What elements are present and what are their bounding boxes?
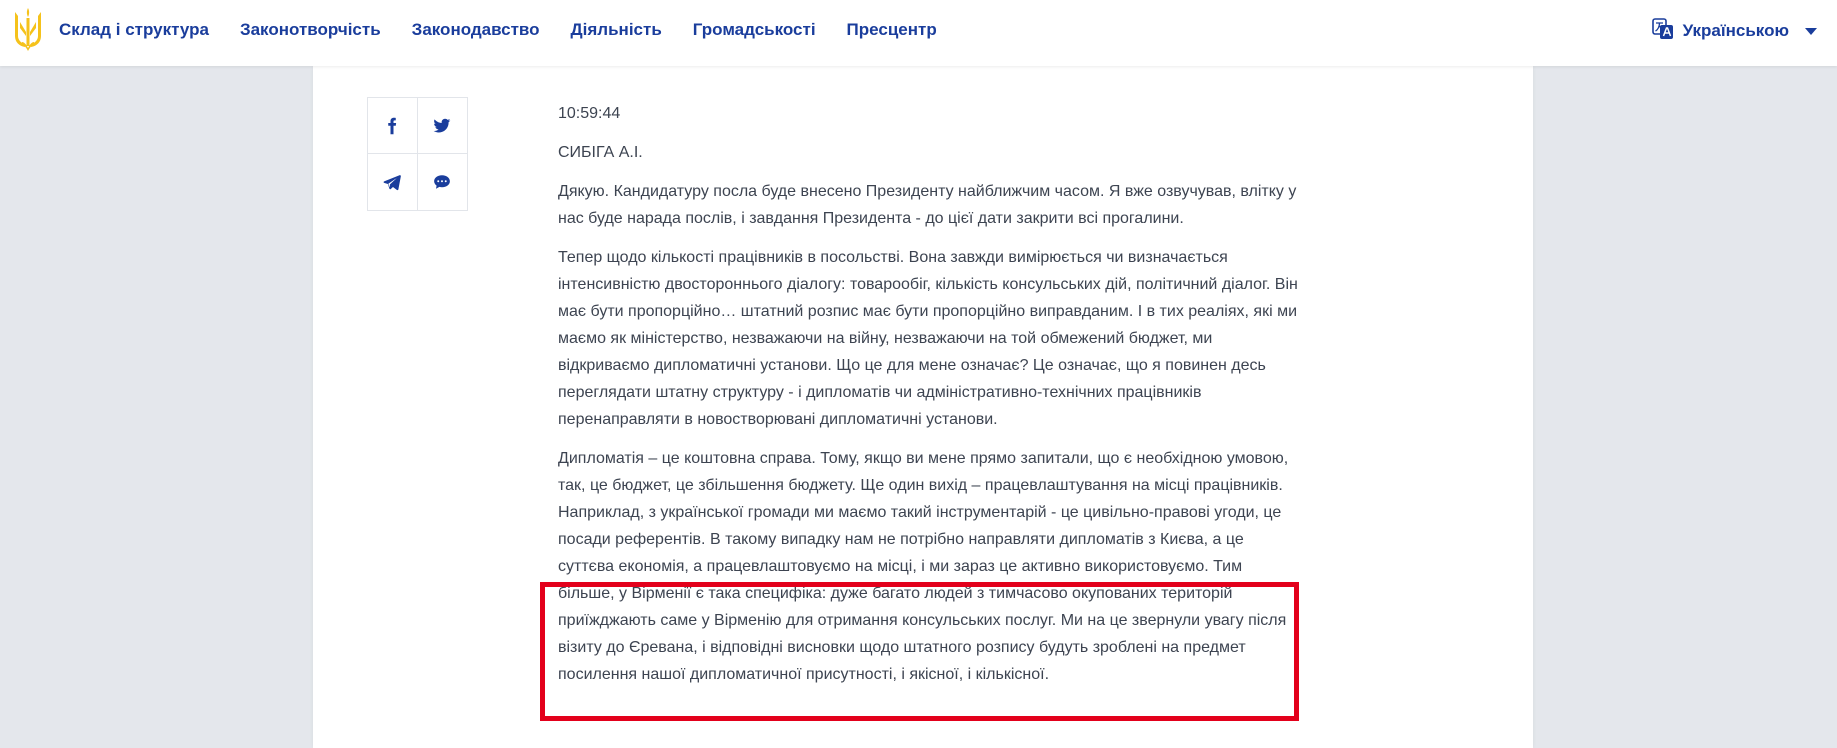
trident-icon[interactable] <box>12 6 44 56</box>
language-label: Українською <box>1682 21 1789 40</box>
comment-icon <box>433 173 451 191</box>
twitter-icon <box>433 117 451 135</box>
nav-item-composition[interactable]: Склад і структура <box>59 20 209 39</box>
telegram-icon <box>383 173 401 191</box>
nav-item-press-center[interactable]: Пресцентр <box>846 20 937 39</box>
paragraph: Дипломатія – це коштовна справа. Тому, якщо ви мене прямо запитали, що є необхідною умовою, так, це бюджет, це збільшення бюджету. Ще один вихід – працевлаштування на місці працівників. Наприклад, з української громади ми маємо такий інструментарій - це цивільно-правові угоди, це посади референтів. В такому випадку нам не потрібно направляти дипломатів з Києва, а це суттєва економія, а працевлаштовуємо на місці, і ми зараз це активно використовуємо. Тим більше, у Вірменії є така специфіка: дуже багато людей з тимчасово окупованих територій приїжджають саме у Вірменію для отримання консульських послуг. Ми на це звернули увагу після візиту до Єревана, і відповідні висновки щодо штатного розпису будуть зроблені на предмет посилення нашої дипломатичної присутності, і якісної, і кількісної. <box>558 450 1289 683</box>
top-navigation-bar <box>0 0 1837 66</box>
nav-item-activity[interactable]: Діяльність <box>570 20 662 39</box>
facebook-share-button[interactable] <box>368 98 418 154</box>
transcript-article <box>558 100 1298 700</box>
speaker-name: СИБІГА А.І. <box>558 144 643 161</box>
twitter-share-button[interactable] <box>418 98 468 154</box>
chevron-down-icon <box>1805 28 1817 35</box>
facebook-icon <box>383 117 401 135</box>
nav-item-legislation[interactable]: Законодавство <box>411 20 540 39</box>
timestamp: 10:59:44 <box>558 105 621 122</box>
language-selector[interactable] <box>1651 16 1817 46</box>
paragraph: Тепер щодо кількості працівників в посольстві. Вона завжди вимірюється чи визначається інтенсивністю двостороннього діалогу: товарообіг, кількість консульських дій, політичний діалог. Він має бути пропорційно… штатний розпис має бути пропорційно виправданим. І в тих реаліях, які ми маємо як міністерство, незважаючи на війну, незважаючи на той обмежений бюджет, ми відкриваємо дипломатичні установи. Що це для мене означає? Це означає, що я повинен десь переглядати штатну структуру - і дипломатів чи адміністративно-технічних працівників перенаправляти в новостворювані дипломатичні установи. <box>558 249 1298 428</box>
comment-share-button[interactable] <box>418 154 468 210</box>
paragraph: Дякую. Кандидатуру посла буде внесено Президенту найближчим часом. Я вже озвучував, влітку у нас буде нарада послів, і завдання Президента - до цієї дати закрити всі прогалини. <box>558 183 1297 227</box>
telegram-share-button[interactable] <box>368 154 418 210</box>
main-nav <box>59 0 937 60</box>
share-buttons <box>367 97 468 211</box>
nav-item-lawmaking[interactable]: Законотворчість <box>239 20 381 39</box>
nav-item-public[interactable]: Громадськості <box>692 20 816 39</box>
language-icon <box>1651 17 1675 46</box>
content-card <box>313 66 1533 748</box>
